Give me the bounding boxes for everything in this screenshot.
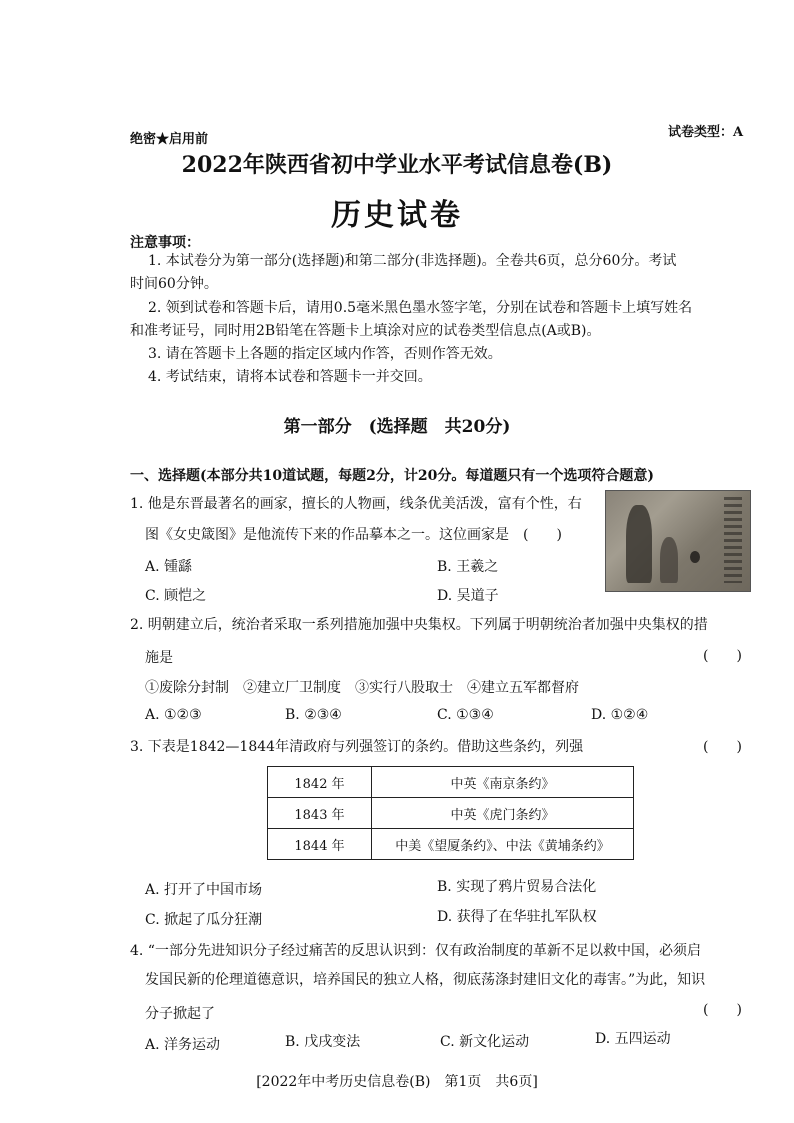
section-heading: 第一部分 (选择题 共20分) [283, 417, 511, 437]
answer-parentheses: ( ) [703, 648, 742, 664]
notice-line: 和准考证号，同时用2B铅笔在答题卡上填涂对应的试卷类型信息点(A或B)。 [130, 323, 601, 339]
table-row [268, 767, 634, 798]
choice-instructions: 一、选择题(本部分共10道试题，每题2分，计20分。每道题只有一个选项符合题意) [130, 468, 654, 484]
page-footer: [2022年中考历史信息卷(B) 第1页 共6页] [256, 1074, 538, 1090]
table-row [268, 829, 634, 860]
question-1-option-b: B. 王羲之 [437, 559, 499, 575]
table-cell-treaty: 中美《望厦条约》、中法《黄埔条约》 [372, 829, 634, 860]
painting-figure [626, 505, 652, 583]
question-1-option-c: C. 顾恺之 [145, 588, 207, 604]
question-2-option-d: D. ①②④ [591, 707, 649, 723]
notice-line: 3. 请在答题卡上各题的指定区域内作答，否则作答无效。 [148, 346, 502, 362]
painting-inscription [724, 497, 742, 583]
question-2-line: 2. 明朝建立后，统治者采取一系列措施加强中央集权。下列属于明朝统治者加强中央集权的措 [130, 617, 708, 633]
exam-title: 2022年陕西省初中学业水平考试信息卷(B) [181, 152, 613, 178]
question-3-option-b: B. 实现了鸦片贸易合法化 [437, 879, 597, 895]
question-4-option-d: D. 五四运动 [595, 1031, 671, 1047]
paper-type-label: 试卷类型：A [668, 125, 744, 140]
notice-line: 2. 领到试卷和答题卡后，请用0.5毫米黑色墨水签字笔，分别在试卷和答题卡上填写姓名 [148, 300, 693, 316]
table-row [268, 798, 634, 829]
question-1-line: 1. 他是东晋最著名的画家，擅长的人物画，线条优美活泼，富有个性，右 [130, 496, 582, 512]
question-2-option-b: B. ②③④ [285, 707, 342, 723]
notice-heading: 注意事项： [130, 235, 200, 251]
notice-line: 时间60分钟。 [130, 276, 218, 292]
question-1-line: 图《女史箴图》是他流传下来的作品摹本之一。这位画家是 ( ) [145, 527, 562, 543]
question-3-option-d: D. 获得了在华驻扎军队权 [437, 909, 597, 925]
question-3-option-c: C. 掀起了瓜分狂潮 [145, 912, 263, 928]
exam-subtitle: 历史试卷 [331, 198, 463, 233]
table-cell-year: 1844 年 [268, 829, 372, 860]
table-cell-treaty: 中英《南京条约》 [372, 767, 634, 798]
question-4-line: 分子掀起了 [145, 1006, 215, 1022]
painting-figure [690, 551, 700, 563]
question-4-option-a: A. 洋务运动 [145, 1037, 221, 1053]
question-2-option-a: A. ①②③ [145, 707, 202, 723]
question-2-line: 施是 [145, 650, 173, 666]
question-2-items: ①废除分封制 ②建立厂卫制度 ③实行八股取士 ④建立五军都督府 [145, 680, 579, 696]
question-3-option-a: A. 打开了中国市场 [145, 882, 263, 898]
answer-parentheses: ( ) [703, 739, 742, 755]
question-2-option-c: C. ①③④ [437, 707, 494, 723]
painting-figure [660, 537, 678, 583]
table-cell-treaty: 中英《虎门条约》 [372, 798, 634, 829]
question-4-line: 4. “一部分先进知识分子经过痛苦的反思认识到：仅有政治制度的革新不足以救中国，必须启 [130, 943, 701, 959]
question-4-line: 发国民新的伦理道德意识，培养国民的独立人格，彻底荡涤封建旧文化的毒害。”为此，知识 [145, 972, 706, 988]
answer-parentheses: ( ) [703, 1002, 742, 1018]
treaty-table [267, 766, 634, 860]
question-4-option-c: C. 新文化运动 [440, 1034, 530, 1050]
question-1-option-d: D. 吴道子 [437, 588, 499, 604]
painting-image [605, 490, 751, 592]
notice-line: 4. 考试结束，请将本试卷和答题卡一并交回。 [148, 369, 432, 385]
question-4-option-b: B. 戊戌变法 [285, 1034, 361, 1050]
notice-line: 1. 本试卷分为第一部分(选择题)和第二部分(非选择题)。全卷共6页，总分60分。考试 [148, 253, 677, 269]
table-cell-year: 1843 年 [268, 798, 372, 829]
question-3-stem: 3. 下表是1842—1844年清政府与列强签订的条约。借助这些条约，列强 [130, 739, 584, 755]
table-cell-year: 1842 年 [268, 767, 372, 798]
question-1-option-a: A. 锺繇 [145, 559, 193, 575]
secret-label: 绝密★启用前 [130, 132, 209, 147]
